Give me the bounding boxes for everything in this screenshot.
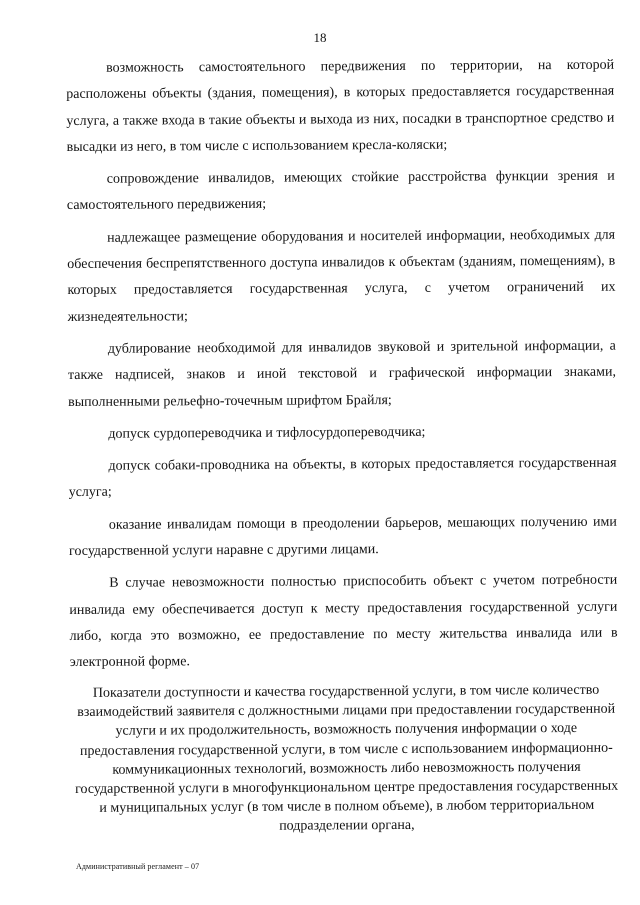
paragraph-interpreter: допуск сурдопереводчика и тифлосурдопереводчика; — [108, 424, 426, 442]
page-footer: Административный регламент – 07 — [76, 862, 200, 871]
paragraph-alternative-access: В случае невозможности полностью приспособить объект с учетом потребности инвалида ему обеспечивается доступ к месту предоставления государственной услуги либо, когда это возможно, ее предоставление по месту жительства инвалида или в электронной форме. — [69, 572, 618, 671]
paragraph-braille: дублирование необходимой для инвалидов звуковой и зрительной информации, а также надписей, знаков и иной текстовой и графической информации знаками, выполненными рельефно-точечным шрифтом Брайля; — [67, 338, 616, 410]
paragraph-equipment: надлежащее размещение оборудования и носителей информации, необходимых для обеспечения беспрепятственного доступа инвалидов к объектам (зданиям, помещениям), в которых предоставляется государственная услуга, с учетом ограничений их жизнедеятельности; — [67, 227, 616, 325]
paragraph-assistance: оказание инвалидам помощи в преодолении барьеров, мешающих получению ими государственной услуги наравне с другими лицами. — [68, 514, 617, 560]
page-number: 18 — [313, 30, 327, 45]
section-heading: Показатели доступности и качества государственной услуги, в том числе количество взаимодействий заявителя с должностными лицами при предоставлении государственной услуги и их продолжительность, возможность получения информации о ходе предоставления государственной услуги, в том числе с использованием информационно-коммуникационных технологий, возможность либо невозможность получения государственной услуги в многофункциональном центре предоставления государственных и муниципальных услуг (в том числе в полном объеме), в любом территориальном подразделении органа, — [75, 682, 619, 835]
paragraph-mobility: возможность самостоятельного передвижения по территории, на которой расположены объекты (здания, помещения), в которых предоставляется государственная услуга, а также входа в такие объекты и выхода из них, посадки в транспортное средство и высадки из него, в том числе с использованием кресла-коляски; — [66, 57, 615, 155]
body-text — [66, 53, 618, 677]
paragraph-guide-dog: допуск собаки-проводника на объекты, в которых предоставляется государственная услуга; — [68, 455, 617, 501]
paragraph-escort: сопровождение инвалидов, имеющих стойкие расстройства функции зрения и самостоятельного передвижения; — [66, 168, 615, 214]
